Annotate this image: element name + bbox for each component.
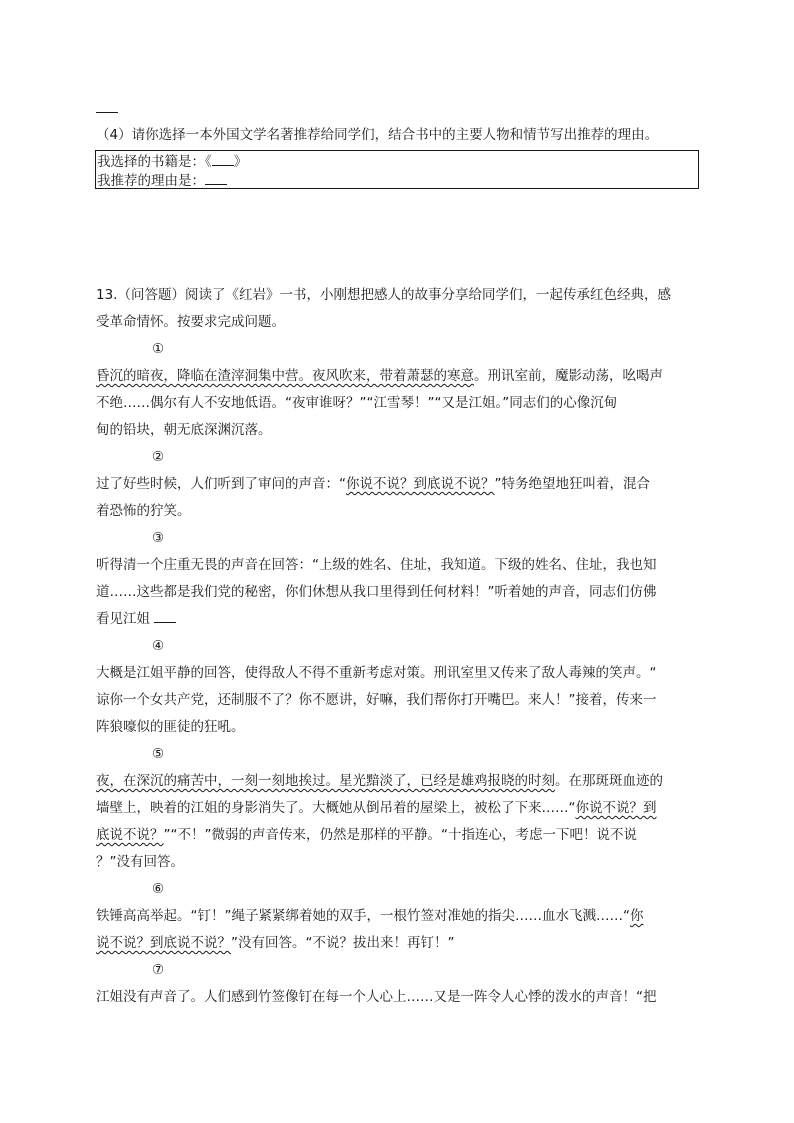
paragraph-5-line-4: ？”没有回答。 xyxy=(96,854,184,870)
wavy-underlined-sentence: 说不说？到底说不说？ xyxy=(96,935,231,951)
paragraph-number-7: ⑦ xyxy=(152,962,165,978)
paragraph-3-line-3 xyxy=(96,606,694,633)
reason-label: 我推荐的理由是： xyxy=(97,173,205,189)
question-13 xyxy=(96,282,694,1011)
paragraph-number-5: ⑤ xyxy=(152,746,165,762)
paragraph-2-line-1 xyxy=(96,471,694,498)
text-span: ”特务绝望地狂叫着，混合 xyxy=(494,476,650,492)
paragraph-5-line-1 xyxy=(96,768,694,795)
paragraph-number-1: ① xyxy=(152,341,165,357)
wavy-underlined-sentence: 你 xyxy=(629,908,644,924)
paragraph-4-line-3: 阵狼嚎似的匪徒的狂吼。 xyxy=(96,719,245,735)
paragraph-7-line-1: 江姐没有声音了。人们感到竹签像钉在每一个人心上……又是一阵令人心悸的泼水的声音！“把 xyxy=(96,989,657,1005)
paragraph-number-3: ③ xyxy=(152,530,165,546)
text-span: ”“不！”微弱的声音传来，仍然是那样的平静。“十指连心，考虑一下吧！说不说 xyxy=(163,827,637,843)
text-span: 。在那斑斑血迹的 xyxy=(555,773,663,789)
paragraph-number-6: ⑥ xyxy=(152,881,165,897)
paragraph-number-2: ② xyxy=(152,449,165,465)
book-choice-close: 》 xyxy=(233,154,248,170)
text-span: 墙壁上，映着的江姐的身影消失了。大概她从倒吊着的屋梁上，被松了下来……“ xyxy=(96,800,576,816)
wavy-underlined-sentence: 你说不说？到 xyxy=(575,800,657,816)
book-choice-label: 我选择的书籍是：《 xyxy=(97,154,212,170)
paragraph-5-line-3 xyxy=(96,822,694,849)
paragraph-number-4: ④ xyxy=(152,638,165,654)
paragraph-6-line-1 xyxy=(96,903,694,930)
text-span: 铁锤高高举起。“钉！”绳子紧紧绑着她的双手，一根竹签对准她的指尖……血水飞溅……“ xyxy=(96,908,630,924)
q13-intro-line-2: 受革命情怀。按要求完成问题。 xyxy=(96,314,285,330)
text-span: ”没有回答。“不说？拔出来！再钉！” xyxy=(231,935,455,951)
reason-line xyxy=(97,171,698,190)
paragraph-2-line-2: 着恐怖的狞笑。 xyxy=(96,503,191,519)
text-span: 看见江姐 xyxy=(96,611,150,627)
paragraph-5-line-2 xyxy=(96,795,694,822)
paragraph-3-line-2: 道……这些都是我们党的秘密，你们休想从我口里得到任何材料！”听着她的声音，同志们仿佛 xyxy=(96,584,657,600)
question-4-prompt: （4）请你选择一本外国文学名著推荐给同学们，结合书中的主要人物和情节写出推荐的理由。 xyxy=(96,127,659,143)
paragraph-3-line-1: 听得清一个庄重无畏的声音在回答：“上级的姓名、住址，我知道。下级的姓名、住址，我也知 xyxy=(96,557,657,573)
answer-box xyxy=(95,150,699,189)
wavy-underlined-sentence: 底说不说？ xyxy=(96,827,164,843)
paragraph-4-line-1: 大概是江姐平静的回答，使得敌人不得不重新考虑对策。刑讯室里又传来了敌人毒辣的笑声。“ xyxy=(96,665,657,681)
book-title-blank[interactable] xyxy=(212,152,234,166)
wavy-underlined-sentence: 你说不说？到底说不说？ xyxy=(346,476,495,492)
wavy-underlined-sentence: 夜，在深沉的痛苦中，一刻一刻地挨过。星光黯淡了，已经是雄鸡报晓的时刻 xyxy=(96,773,555,789)
fill-in-blank[interactable] xyxy=(154,609,176,623)
reason-blank[interactable] xyxy=(205,171,227,185)
q13-intro-line-1: 13.（问答题）阅读了《红岩》一书，小刚想把感人的故事分享给同学们，一起传承红色经典，感 xyxy=(96,287,671,303)
text-span: 。刑讯室前，魔影动荡，吆喝声 xyxy=(474,368,663,384)
paragraph-6-line-2 xyxy=(96,930,694,957)
text-span: 过了好些时候，人们听到了审问的声音：“ xyxy=(96,476,346,492)
book-choice-line xyxy=(97,152,698,171)
paragraph-4-line-2: 谅你一个女共产党，还制服不了？你不愿讲，好嘛，我们帮你打开嘴巴。来人！”接着，传来一 xyxy=(96,692,657,708)
wavy-underlined-sentence: 昏沉的暗夜，降临在渣滓洞集中营。夜风吹来，带着萧瑟的寒意 xyxy=(96,368,474,384)
paragraph-1-line-3: 甸的铅块，朝无底深渊沉落。 xyxy=(96,422,272,438)
answer-blank-stub[interactable] xyxy=(96,112,118,113)
paragraph-1-line-1 xyxy=(96,363,694,390)
paragraph-1-line-2: 不绝……偶尔有人不安地低语。“夜审谁呀？”“江雪琴！”“又是江姐。”同志们的心像沉甸 xyxy=(96,395,618,411)
